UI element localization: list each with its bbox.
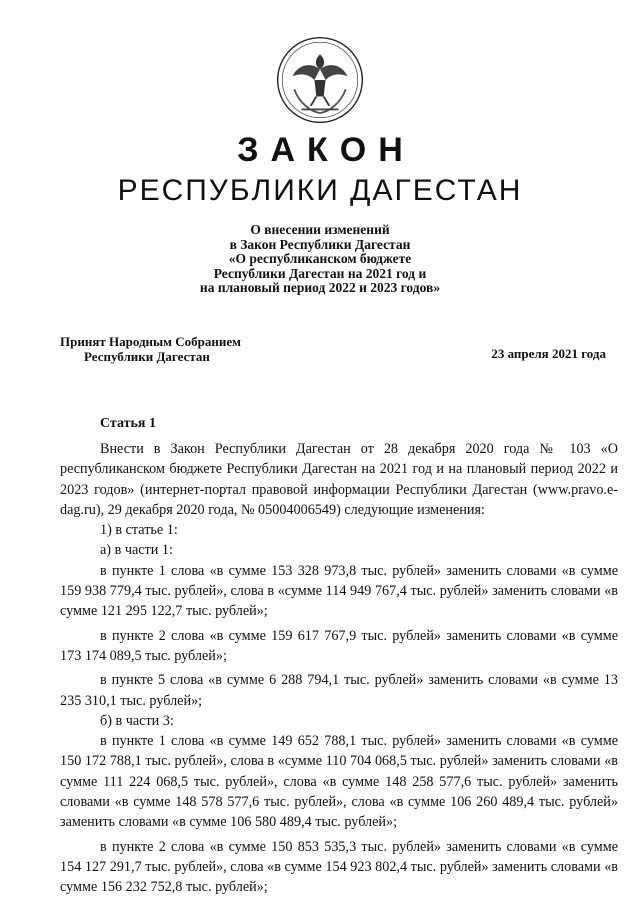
paragraph: в пункте 2 слова «в сумме 159 617 767,9 тыс. рублей» заменить словами «в сумме 173 174 089,5 тыс. рублей»; (60, 627, 618, 664)
adoption-note (60, 334, 241, 364)
adoption-date: 23 апреля 2021 года (491, 346, 606, 361)
paragraph: б) в части 3: (100, 712, 174, 729)
article-body (60, 439, 618, 898)
paragraph: в пункте 5 слова «в сумме 6 288 794,1 тыс. рублей» заменить словами «в сумме 13 235 310,1 тыс. рублей»; (60, 672, 618, 709)
law-subject (0, 223, 640, 296)
subject-line: О внесении изменений (250, 222, 390, 237)
adoption-line-1: Принят Народным Собранием (60, 334, 242, 349)
dagestan-coat-of-arms-icon (274, 34, 366, 126)
document-title: ЗАКОН (237, 131, 415, 169)
subject-line: на плановый период 2022 и 2023 годов» (199, 280, 441, 295)
subject-line: «О республиканском бюджете (228, 251, 412, 266)
paragraph: а) в части 1: (100, 542, 173, 559)
document-subtitle: РЕСПУБЛИКИ ДАГЕСТАН (117, 174, 523, 207)
paragraph: Внести в Закон Республики Дагестан от 28 декабря 2020 года № 103 «О республиканском бюджете Республики Дагестан на 2021 год и на плановый период 2022 и 2023 годов» (интернет-портал правовой информации Республики Дагестан (www.pravo.e-dag.ru), 29 декабря 2020 года, № 05004006549) следующие изменения: (60, 441, 618, 518)
paragraph: 1) в статье 1: (100, 522, 178, 539)
article-heading: Статья 1 (100, 416, 156, 431)
paragraph: в пункте 2 слова «в сумме 150 853 535,3 тыс. рублей» заменить словами «в сумме 154 127 291,7 тыс. рублей», слова «в сумме 154 923 802,4 тыс. рублей» заменить словами «в сумме 156 232 752,8 тыс. рублей»; (60, 838, 618, 896)
paragraph: в пункте 1 слова «в сумме 149 652 788,1 тыс. рублей» заменить словами «в сумме 150 172 788,1 тыс. рублей», слова в «сумме 110 704 068,5 тыс. рублей» заменить словами «в сумме 111 224 068,5 тыс. рублей», слова «в сумме 148 258 577,6 тыс. рублей» заменить словами «в сумме 148 578 577,6 тыс. рублей», слова «в сумме 106 260 489,4 тыс. рублей» заменить словами «в сумме 106 580 489,4 тыс. рублей»; (60, 733, 618, 831)
subject-line: в Закон Республики Дагестан (229, 236, 411, 252)
adoption-line-2: Республики Дагестан (84, 349, 210, 364)
subject-line: Республики Дагестан на 2021 год и (213, 265, 427, 281)
paragraph: в пункте 1 слова «в сумме 153 328 973,8 тыс. рублей» заменить словами «в сумме 159 938 779,4 тыс. рублей», слова в «сумме 114 949 767,4 тыс. рублей» заменить словами «в сумме 121 295 122,7 тыс. рублей»; (60, 562, 618, 620)
